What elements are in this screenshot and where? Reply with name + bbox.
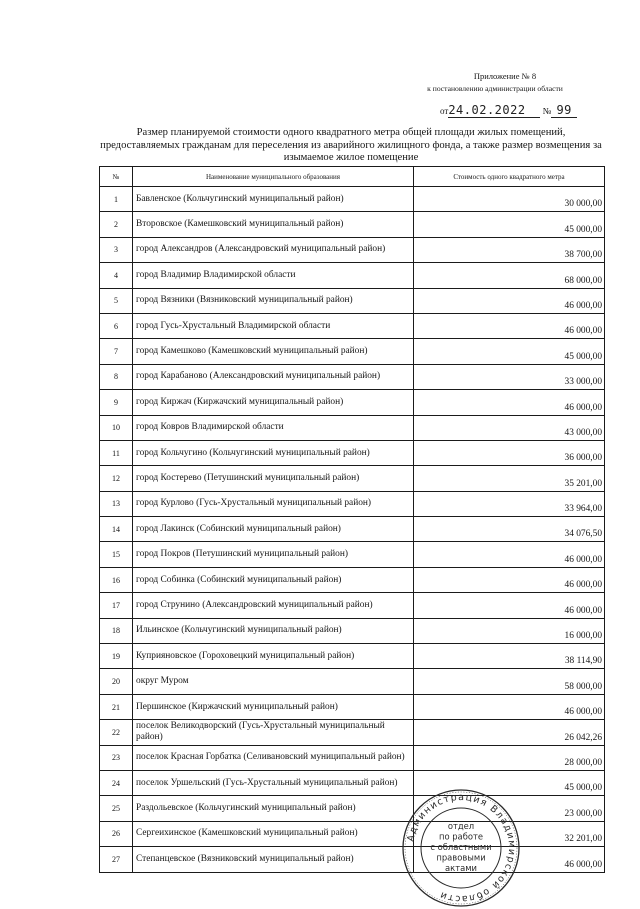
row-number: 20: [100, 669, 133, 694]
decree-number: 99: [551, 103, 577, 118]
cost-per-square-meter: 46 000,00: [414, 593, 605, 618]
municipality-name: поселок Уршельский (Гусь-Хрустальный муниципальный район): [133, 770, 414, 795]
municipality-name: округ Муром: [133, 669, 414, 694]
cost-per-square-meter: 46 000,00: [414, 542, 605, 567]
row-number: 17: [100, 593, 133, 618]
row-number: 1: [100, 187, 133, 212]
table-row: [100, 313, 605, 338]
table-row: [100, 644, 605, 669]
row-number: 13: [100, 491, 133, 516]
cost-per-square-meter: 33 964,00: [414, 491, 605, 516]
row-number: 12: [100, 466, 133, 491]
table-row: [100, 618, 605, 643]
cost-per-square-meter: 46 000,00: [414, 847, 605, 872]
row-number: 14: [100, 517, 133, 542]
row-number: 6: [100, 313, 133, 338]
table-row: [100, 339, 605, 364]
cost-per-square-meter: 45 000,00: [414, 212, 605, 237]
row-number: 11: [100, 440, 133, 465]
municipality-name: город Гусь-Хрустальный Владимирской области: [133, 313, 414, 338]
row-number: 25: [100, 796, 133, 821]
table-row: [100, 187, 605, 212]
official-stamp: [400, 787, 522, 909]
cost-per-square-meter: 46 000,00: [414, 288, 605, 313]
stamp-center-text: [430, 821, 491, 873]
municipality-name: Ильинское (Кольчугинский муниципальный район): [133, 618, 414, 643]
municipality-name: город Курлово (Гусь-Хрустальный муниципальный район): [133, 491, 414, 516]
row-number: 21: [100, 694, 133, 719]
stamp-center-line: отдел: [447, 821, 475, 831]
table-row: [100, 390, 605, 415]
row-number: 16: [100, 567, 133, 592]
table-row: [100, 288, 605, 313]
table-row: [100, 821, 605, 846]
cost-per-square-meter: 30 000,00: [414, 187, 605, 212]
municipality-name: город Лакинск (Собинский муниципальный район): [133, 517, 414, 542]
table-row: [100, 694, 605, 719]
cost-per-square-meter: 16 000,00: [414, 618, 605, 643]
municipality-name: поселок Великодворский (Гусь-Хрустальный муниципальный район): [133, 720, 414, 745]
appendix-title: Приложение № 8: [473, 71, 537, 81]
table-row: [100, 212, 605, 237]
municipality-name: город Покров (Петушинский муниципальный район): [133, 542, 414, 567]
table-row: [100, 847, 605, 872]
row-number: 23: [100, 745, 133, 770]
table-row: [100, 466, 605, 491]
table-row: [100, 263, 605, 288]
municipality-name: город Киржач (Киржачский муниципальный район): [133, 390, 414, 415]
cost-per-square-meter: 38 114,90: [414, 644, 605, 669]
cost-per-square-meter: 45 000,00: [414, 770, 605, 795]
row-number: 26: [100, 821, 133, 846]
table-row: [100, 440, 605, 465]
table-row: [100, 491, 605, 516]
table-header-row: [100, 167, 605, 187]
row-number: 19: [100, 644, 133, 669]
cost-per-square-meter: 23 000,00: [414, 796, 605, 821]
municipality-name: город Камешково (Камешковский муниципальный район): [133, 339, 414, 364]
table-row: [100, 745, 605, 770]
cost-per-square-meter: 26 042,26: [414, 720, 605, 745]
date-prefix: от: [440, 106, 449, 116]
cost-per-square-meter: 68 000,00: [414, 263, 605, 288]
stamp-center-line: с областными: [430, 842, 492, 852]
municipality-name: Степанцевское (Вязниковский муниципальный район): [133, 847, 414, 872]
cost-per-square-meter: 35 201,00: [414, 466, 605, 491]
municipality-name: Бавленское (Кольчугинский муниципальный район): [133, 187, 414, 212]
row-number: 10: [100, 415, 133, 440]
cost-per-square-meter: 28 000,00: [414, 745, 605, 770]
municipality-name: город Собинка (Собинский муниципальный район): [133, 567, 414, 592]
municipality-name: поселок Красная Горбатка (Селивановский муниципальный район): [133, 745, 414, 770]
table-row: [100, 517, 605, 542]
municipality-name: город Владимир Владимирской области: [133, 263, 414, 288]
municipality-name: Першинское (Киржачский муниципальный район): [133, 694, 414, 719]
column-header-cost: Стоимость одного квадратного метра: [414, 167, 605, 187]
table-row: [100, 593, 605, 618]
row-number: 22: [100, 720, 133, 745]
table-body: [100, 187, 605, 873]
cost-per-square-meter: 58 000,00: [414, 669, 605, 694]
cost-per-square-meter: 34 076,50: [414, 517, 605, 542]
stamp-center-line: правовыми: [436, 852, 486, 863]
row-number: 8: [100, 364, 133, 389]
cost-per-square-meter: 45 000,00: [414, 339, 605, 364]
appendix-reference: к постановлению администрации области: [427, 84, 563, 93]
stamp-center-line: актами: [445, 863, 477, 873]
decree-date-number: [440, 103, 580, 118]
table-row: [100, 796, 605, 821]
decree-date: 24.02.2022: [448, 103, 540, 118]
cost-per-square-meter: 33 000,00: [414, 364, 605, 389]
table-row: [100, 542, 605, 567]
municipality-name: Второвское (Камешковский муниципальный район): [133, 212, 414, 237]
row-number: 24: [100, 770, 133, 795]
row-number: 3: [100, 237, 133, 262]
municipality-name: Сергеихинское (Камешковский муниципальный район): [133, 821, 414, 846]
row-number: 2: [100, 212, 133, 237]
row-number: 4: [100, 263, 133, 288]
column-header-number: №: [100, 167, 133, 187]
cost-per-square-meter: 36 000,00: [414, 440, 605, 465]
municipality-name: город Ковров Владимирской области: [133, 415, 414, 440]
municipality-name: город Вязники (Вязниковский муниципальный район): [133, 288, 414, 313]
cost-per-square-meter: 46 000,00: [414, 313, 605, 338]
municipality-name: город Костерево (Петушинский муниципальный район): [133, 466, 414, 491]
cost-per-square-meter: 43 000,00: [414, 415, 605, 440]
cost-table: [99, 166, 605, 873]
document-heading: Размер планируемой стоимости одного квадратного метра общей площади жилых помещений, предоставляемых гражданам для переселения из аварийного жилищного фонда, а также размер возмещения за изымаемое жилое помещение: [100, 127, 602, 163]
municipality-name: Раздольевское (Кольчугинский муниципальный район): [133, 796, 414, 821]
column-header-name: Наименование муниципального образования: [133, 167, 414, 187]
table-row: [100, 237, 605, 262]
table-row: [100, 720, 605, 745]
cost-per-square-meter: 38 700,00: [414, 237, 605, 262]
cost-per-square-meter: 46 000,00: [414, 390, 605, 415]
table-row: [100, 364, 605, 389]
table-row: [100, 669, 605, 694]
row-number: 15: [100, 542, 133, 567]
row-number: 7: [100, 339, 133, 364]
municipality-name: город Александров (Александровский муниципальный район): [133, 237, 414, 262]
municipality-name: город Струнино (Александровский муниципальный район): [133, 593, 414, 618]
cost-per-square-meter: 46 000,00: [414, 567, 605, 592]
stamp-center-line: по работе: [438, 831, 484, 842]
stamp-ring-text: Администрация Владимирской области: [405, 791, 518, 905]
municipality-name: город Кольчугино (Кольчугинский муниципальный район): [133, 440, 414, 465]
table-row: [100, 770, 605, 795]
table-row: [100, 415, 605, 440]
municipality-name: город Карабаново (Александровский муниципальный район): [133, 364, 414, 389]
row-number: 9: [100, 390, 133, 415]
cost-per-square-meter: 46 000,00: [414, 694, 605, 719]
number-prefix: №: [542, 106, 552, 116]
row-number: 27: [100, 847, 133, 872]
row-number: 5: [100, 288, 133, 313]
table-row: [100, 567, 605, 592]
row-number: 18: [100, 618, 133, 643]
cost-per-square-meter: 32 201,00: [414, 821, 605, 846]
municipality-name: Куприяновское (Гороховецкий муниципальный район): [133, 644, 414, 669]
